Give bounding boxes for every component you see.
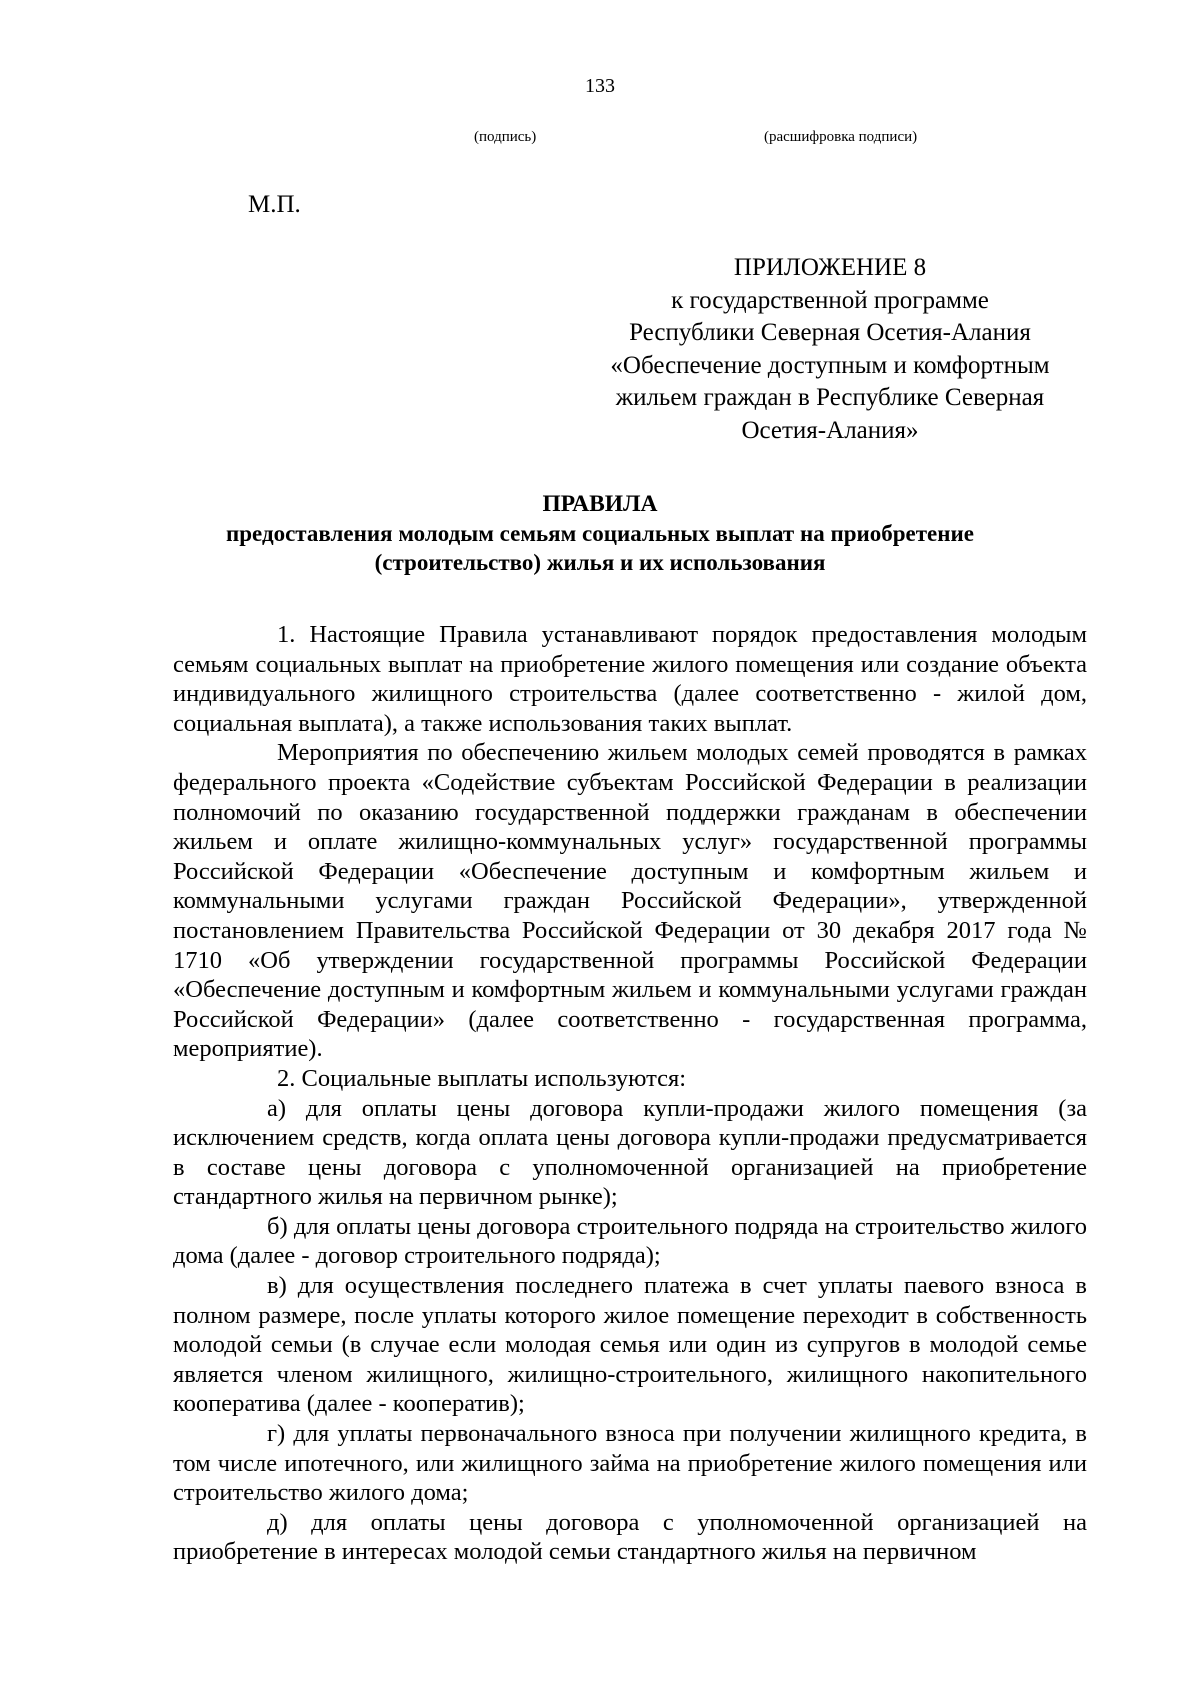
list-item-a: а) для оплаты цены договора купли-продажи жилого помещения (за исключением средств, когда оплата цены договора купли-продажи предусматривается в составе цены договора с уполномоченной организацией на приобретение стандартного жилья на первичном рынке); <box>173 1094 1087 1211</box>
document-body <box>173 620 1087 1567</box>
appendix-line: Республики Северная Осетия-Алания <box>629 319 1031 346</box>
appendix-line: жильем граждан в Республике Северная <box>615 384 1045 411</box>
title-subtitle-line: предоставления молодым семьям социальных выплат на приобретение <box>226 521 974 546</box>
list-item-b: б) для оплаты цены договора строительного подряда на строительство жилого дома (далее - договор строительного подряда); <box>173 1212 1087 1270</box>
list-item-v: в) для осуществления последнего платежа в счет уплаты паевого взноса в полном размере, после уплаты которого жилое помещение переходит в собственность молодой семьи (в случае если молодая семья или один из супругов в молодой семье является членом жилищного, жилищно-строительного, жилищного накопительного кооператива (далее - кооператив); <box>173 1272 1087 1418</box>
title-subtitle-line: (строительство) жилья и их использования <box>374 550 826 575</box>
signature-label: (подпись) <box>474 129 537 145</box>
appendix-line: Осетия-Алания» <box>741 416 919 444</box>
list-item-d: д) для оплаты цены договора с уполномоченной организацией на приобретение в интересах молодой семьи стандартного жилья на первичном <box>173 1508 1087 1566</box>
paragraph-events: Мероприятия по обеспечению жильем молодых семей проводятся в рамках федерального проекта «Содействие субъектам Российской Федерации в реализации полномочий по оказанию государственной поддержки гражданам в обеспечении жильем и оплате жилищно-коммунальных услуг» государственной программы Российской Федерации «Обеспечение доступным и комфортным жильем и коммунальными услугами граждан Российской Федерации», утвержденной постановлением Правительства Российской Федерации от 30 декабря 2017 года № 1710 «Об утверждении государственной программы Российской Федерации «Обеспечение доступным и комфортным жильем и коммунальными услугами граждан Российской Федерации» (далее соответственно - государственная программа, мероприятие). <box>173 739 1087 1063</box>
paragraph-1: 1. Настоящие Правила устанавливают порядок предоставления молодым семьям социальных выплат на приобретение жилого помещения или создание объекта индивидуального жилищного строительства (далее соответственно - жилой дом, социальная выплата), а также использования таких выплат. <box>173 621 1087 737</box>
paragraph-2: 2. Социальные выплаты используются: <box>277 1064 687 1092</box>
appendix-header <box>560 252 1100 447</box>
title-main: ПРАВИЛА <box>542 491 658 517</box>
stamp-place-label: М.П. <box>248 191 301 218</box>
appendix-line: «Обеспечение доступным и комфортным <box>610 351 1050 379</box>
appendix-line: ПРИЛОЖЕНИЕ 8 <box>733 254 927 281</box>
page-number: 133 <box>585 75 615 97</box>
signature-decoding-label: (расшифровка подписи) <box>764 129 918 145</box>
document-title <box>0 490 1200 577</box>
appendix-line: к государственной программе <box>671 286 989 314</box>
list-item-g: г) для уплаты первоначального взноса при получении жилищного кредита, в том числе ипотечного, или жилищного займа на приобретение жилого помещения или строительство жилого дома; <box>173 1420 1087 1507</box>
